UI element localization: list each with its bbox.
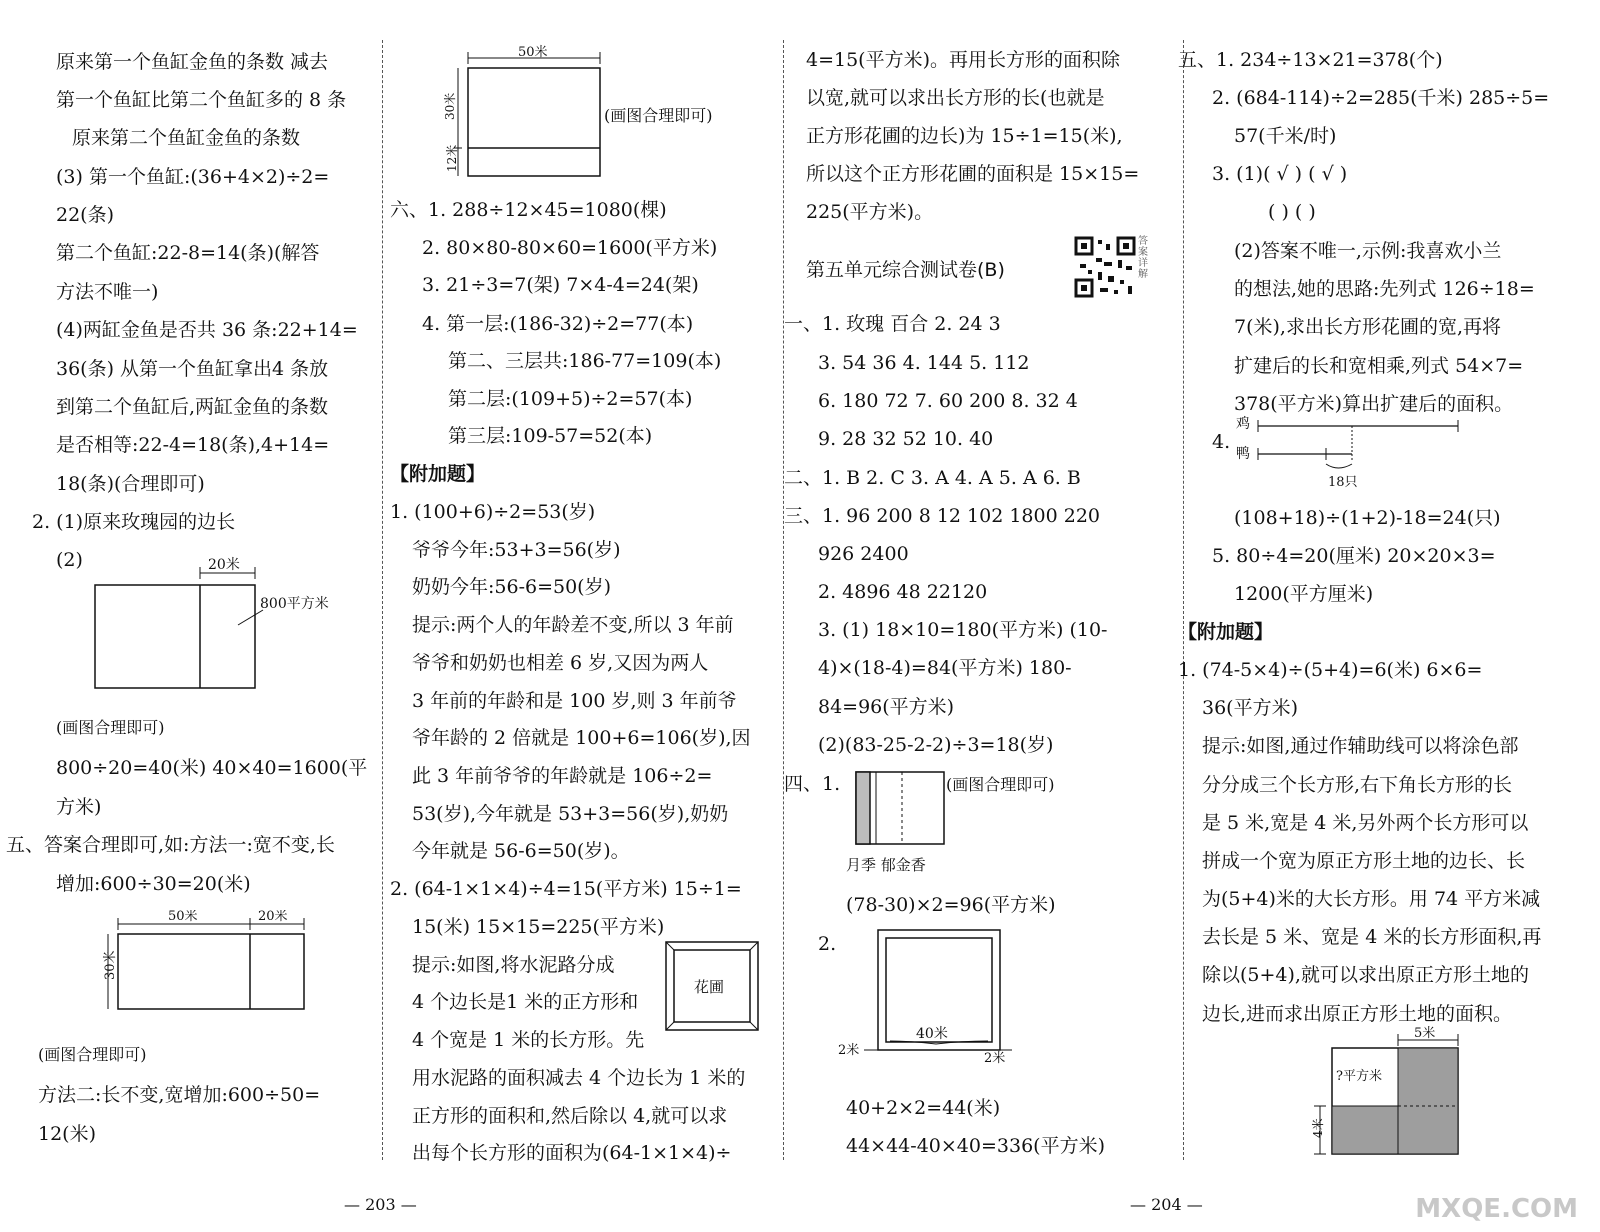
section-heading: 四、1. (784, 773, 841, 795)
method1-figure (102, 910, 322, 1024)
text-line: 36(条) 从第一个鱼缸拿出4 条放 (56, 358, 329, 380)
text-line: 正方形的面积和,然后除以 4,就可以求 (412, 1105, 728, 1127)
text-line: (78-30)×2=96(平方米) (846, 894, 1056, 916)
birds-label: 18只 (1328, 475, 1358, 490)
text-line: 此 3 年前爷爷的年龄就是 106÷2= (412, 765, 713, 787)
text-line: 奶奶今年:56-6=50(岁) (412, 576, 612, 598)
text-line: 2. (684-114)÷2=285(千米) 285÷5= (1212, 87, 1550, 109)
flower-bed-figure (850, 770, 950, 858)
sq-right-label: 2米 (984, 1051, 1006, 1064)
text-line: 36(平方米) (1202, 697, 1299, 719)
question-number: 2. (818, 933, 837, 955)
text-line: 4 个宽是 1 米的长方形。先 (412, 1029, 645, 1051)
chick-label: 鸡 (1236, 416, 1250, 432)
text-line: 40+2×2=44(米) (846, 1097, 1001, 1119)
text-line: 是 5 米,宽是 4 米,另外两个长方形可以 (1202, 812, 1529, 834)
rect-50m-figure (424, 40, 764, 184)
text-line: (108+18)÷(1+2)-18=24(只) (1234, 507, 1501, 529)
text-line: 边长,进而求出原正方形土地的面积。 (1202, 1003, 1513, 1025)
text-line: 3. (1) 18×10=180(平方米) (10- (818, 619, 1108, 641)
text-line: (画图合理即可) (56, 718, 165, 737)
text-line: 以宽,就可以求出长方形的长(也就是 (806, 87, 1105, 109)
text-line: 三、1. 96 200 8 12 102 1800 220 (784, 505, 1100, 527)
text-line: 爷爷和奶奶也相差 6 岁,又因为两人 (412, 652, 709, 674)
text-line: 第一个鱼缸比第二个鱼缸多的 8 条 (56, 89, 347, 111)
text-line: ( ) ( ) (1268, 201, 1316, 223)
text-line: (3) 第一个鱼缸:(36+4×2)÷2= (56, 166, 330, 188)
bonus-heading: 【附加题】 (1178, 621, 1274, 643)
text-line: 拼成一个宽为原正方形土地的边长、长 (1202, 850, 1526, 872)
text-line: 原来第一个鱼缸金鱼的条数 减去 (56, 51, 329, 73)
text-line: 到第二个鱼缸后,两缸金鱼的条数 (56, 396, 329, 418)
column-divider (382, 40, 383, 1160)
text-line: 4 个边长是1 米的正方形和 (412, 991, 639, 1013)
text-line: 爷爷今年:53+3=56(岁) (412, 539, 621, 561)
text-line: 所以这个正方形花圃的面积是 15×15= (806, 163, 1140, 185)
text-line: 分分成三个长方形,右下角长方形的长 (1202, 774, 1513, 796)
text-line: 1. (100+6)÷2=53(岁) (390, 501, 596, 523)
text-line: 去长是 5 米、宽是 4 米的长方形面积,再 (1202, 926, 1542, 948)
rect50-side2-label: 12米 (445, 144, 459, 172)
land-top-label: 5米 (1414, 1026, 1436, 1041)
hint-text: 提示:如图,通过作辅助线可以将涂色部 (1202, 735, 1519, 757)
text-line: 爷年龄的 2 倍就是 100+6=106(岁),因 (412, 727, 751, 749)
chicken-duck-figure (1234, 410, 1464, 496)
text-line: 2. 4896 48 22120 (818, 581, 988, 603)
text-line: 二、1. B 2. C 3. A 4. A 5. A 6. B (784, 467, 1081, 489)
text-line: (2) (56, 549, 83, 571)
text-line: 用水泥路的面积减去 4 个边长为 1 米的 (412, 1067, 746, 1089)
text-line: 225(平方米)。 (806, 201, 934, 223)
text-line: 扩建后的长和宽相乘,列式 54×7= (1234, 355, 1524, 377)
sq-inner-label: 40米 (916, 1026, 948, 1042)
text-line: 3. 21÷3=7(架) 7×4-4=24(架) (422, 274, 699, 296)
land-area-label: ?平方米 (1336, 1069, 1382, 1084)
land-side-label: 4米 (1311, 1118, 1325, 1138)
text-line: 22(条) (56, 204, 115, 226)
text-line: 3 年前的年龄和是 100 岁,则 3 年前爷 (412, 690, 737, 712)
column-divider (1183, 40, 1184, 1160)
text-line: 除以(5+4),就可以求出原正方形土地的 (1202, 964, 1529, 986)
flowers-label: 月季 郁金香 (846, 856, 926, 874)
watermark: MXQE.COM (1415, 1194, 1578, 1224)
text-line: 7(米),求出长方形花圃的宽,再将 (1234, 316, 1501, 338)
text-line: (画图合理即可) (946, 775, 1055, 794)
text-line: 的想法,她的思路:先列式 126÷18= (1234, 278, 1535, 300)
text-line: 800÷20=40(米) 40×40=1600(平 (56, 757, 368, 779)
column-divider (783, 40, 784, 1160)
m1-side-label: 30米 (103, 950, 118, 980)
text-line: 增加:600÷30=20(米) (56, 873, 251, 895)
rose-garden-figure (88, 555, 358, 699)
bonus-heading: 【附加题】 (390, 463, 486, 485)
text-line: 出每个长方形的面积为(64-1×1×4)÷ (412, 1142, 732, 1164)
qr-caption: 答案详解 (1138, 236, 1148, 280)
text-line: 第二层:(109+5)÷2=57(本) (448, 388, 693, 410)
text-line: 1. (74-5×4)÷(5+4)=6(米) 6×6= (1178, 659, 1483, 681)
text-line: 4)×(18-4)=84(平方米) 180- (818, 657, 1072, 679)
section-heading: 五、1. 234÷13×21=378(个) (1178, 49, 1443, 71)
text-line: 今年就是 56-6=50(岁)。 (412, 840, 630, 862)
rose-area-label: 800平方米 (260, 596, 329, 612)
text-line: 926 2400 (818, 543, 909, 565)
text-line: (4)两缸金鱼是否共 36 条:22+14= (56, 319, 358, 341)
text-line: 1200(平方厘米) (1234, 583, 1374, 605)
text-line: 378(平方米)算出扩建后的面积。 (1234, 393, 1514, 415)
page-number-left: — 203 — (344, 1195, 417, 1214)
text-line: 方法不唯一) (56, 281, 159, 303)
text-line: 4=15(平方米)。再用长方形的面积除 (806, 49, 1121, 71)
text-line: 5. 80÷4=20(厘米) 20×20×3= (1212, 545, 1496, 567)
text-line: (2)答案不唯一,示例:我喜欢小兰 (1234, 240, 1502, 262)
text-line: 一、1. 玫瑰 百合 2. 24 3 (784, 313, 1001, 335)
text-line: (2)(83-25-2-2)÷3=18(岁) (818, 734, 1054, 756)
unit-test-title: 第五单元综合测试卷(B) (806, 259, 1005, 281)
text-line: 是否相等:22-4=18(条),4+14= (56, 434, 330, 456)
text-line: (画图合理即可) (604, 106, 713, 125)
text-line: 3. 54 36 4. 144 5. 112 (818, 352, 1030, 374)
section-heading: 六、1. 288÷12×45=1080(棵) (390, 199, 667, 221)
page-number-right: — 204 — (1130, 1195, 1203, 1214)
sq-left-label: 2米 (838, 1043, 860, 1058)
text-line: 57(千米/时) (1234, 125, 1337, 147)
text-line: 53(岁),今年就是 53+3=56(岁),奶奶 (412, 803, 729, 825)
text-line: 84=96(平方米) (818, 696, 955, 718)
rose-top-label: 20米 (208, 557, 240, 573)
text-line: (画图合理即可) (38, 1045, 147, 1064)
question-number: 4. (1212, 431, 1231, 453)
text-line: 为(5+4)米的大长方形。用 74 平方米减 (1202, 888, 1541, 910)
text-line: 方法二:长不变,宽增加:600÷50= (38, 1084, 321, 1106)
garden-label: 花圃 (694, 978, 725, 996)
text-line: 2. (64-1×1×4)÷4=15(平方米) 15÷1= (390, 878, 742, 900)
hint-text: 提示:两个人的年龄差不变,所以 3 年前 (412, 614, 734, 636)
text-line: 18(条)(合理即可) (56, 473, 205, 495)
rect50-top-label: 50米 (518, 45, 548, 60)
text-line: 15(米) 15×15=225(平方米) (412, 916, 665, 938)
text-line: 第二、三层共:186-77=109(本) (448, 350, 722, 372)
text-line: 方米) (56, 796, 102, 818)
text-line: 44×44-40×40=336(平方米) (846, 1135, 1105, 1157)
text-line: 2. 80×80-80×60=1600(平方米) (422, 237, 718, 259)
section-heading: 五、答案合理即可,如:方法一:宽不变,长 (6, 834, 335, 856)
text-line: 正方形花圃的边长)为 15÷1=15(米), (806, 125, 1123, 147)
duck-label: 鸭 (1236, 446, 1250, 462)
text-line: 9. 28 32 52 10. 40 (818, 428, 994, 450)
text-line: 4. 第一层:(186-32)÷2=77(本) (422, 313, 694, 335)
text-line: 第三层:109-57=52(本) (448, 425, 653, 447)
text-line: 6. 180 72 7. 60 200 8. 32 4 (818, 390, 1078, 412)
qr-code-icon (1074, 236, 1136, 302)
text-line: 12(米) (38, 1123, 97, 1145)
text-line: 3. (1)( √ ) ( √ ) (1212, 163, 1348, 185)
garden-path-figure (664, 940, 760, 1036)
m1-top1-label: 50米 (168, 910, 198, 924)
square-land-figure (1308, 1026, 1468, 1164)
text-line: 原来第二个鱼缸金鱼的条数 (72, 127, 301, 149)
square-path-figure (838, 928, 1018, 1068)
rect50-side1-label: 30米 (443, 92, 457, 120)
question-number: 2. (1)原来玫瑰园的边长 (32, 511, 236, 533)
text-line: 第二个鱼缸:22-8=14(条)(解答 (56, 242, 320, 264)
hint-text: 提示:如图,将水泥路分成 (412, 954, 615, 976)
m1-top2-label: 20米 (258, 910, 288, 924)
